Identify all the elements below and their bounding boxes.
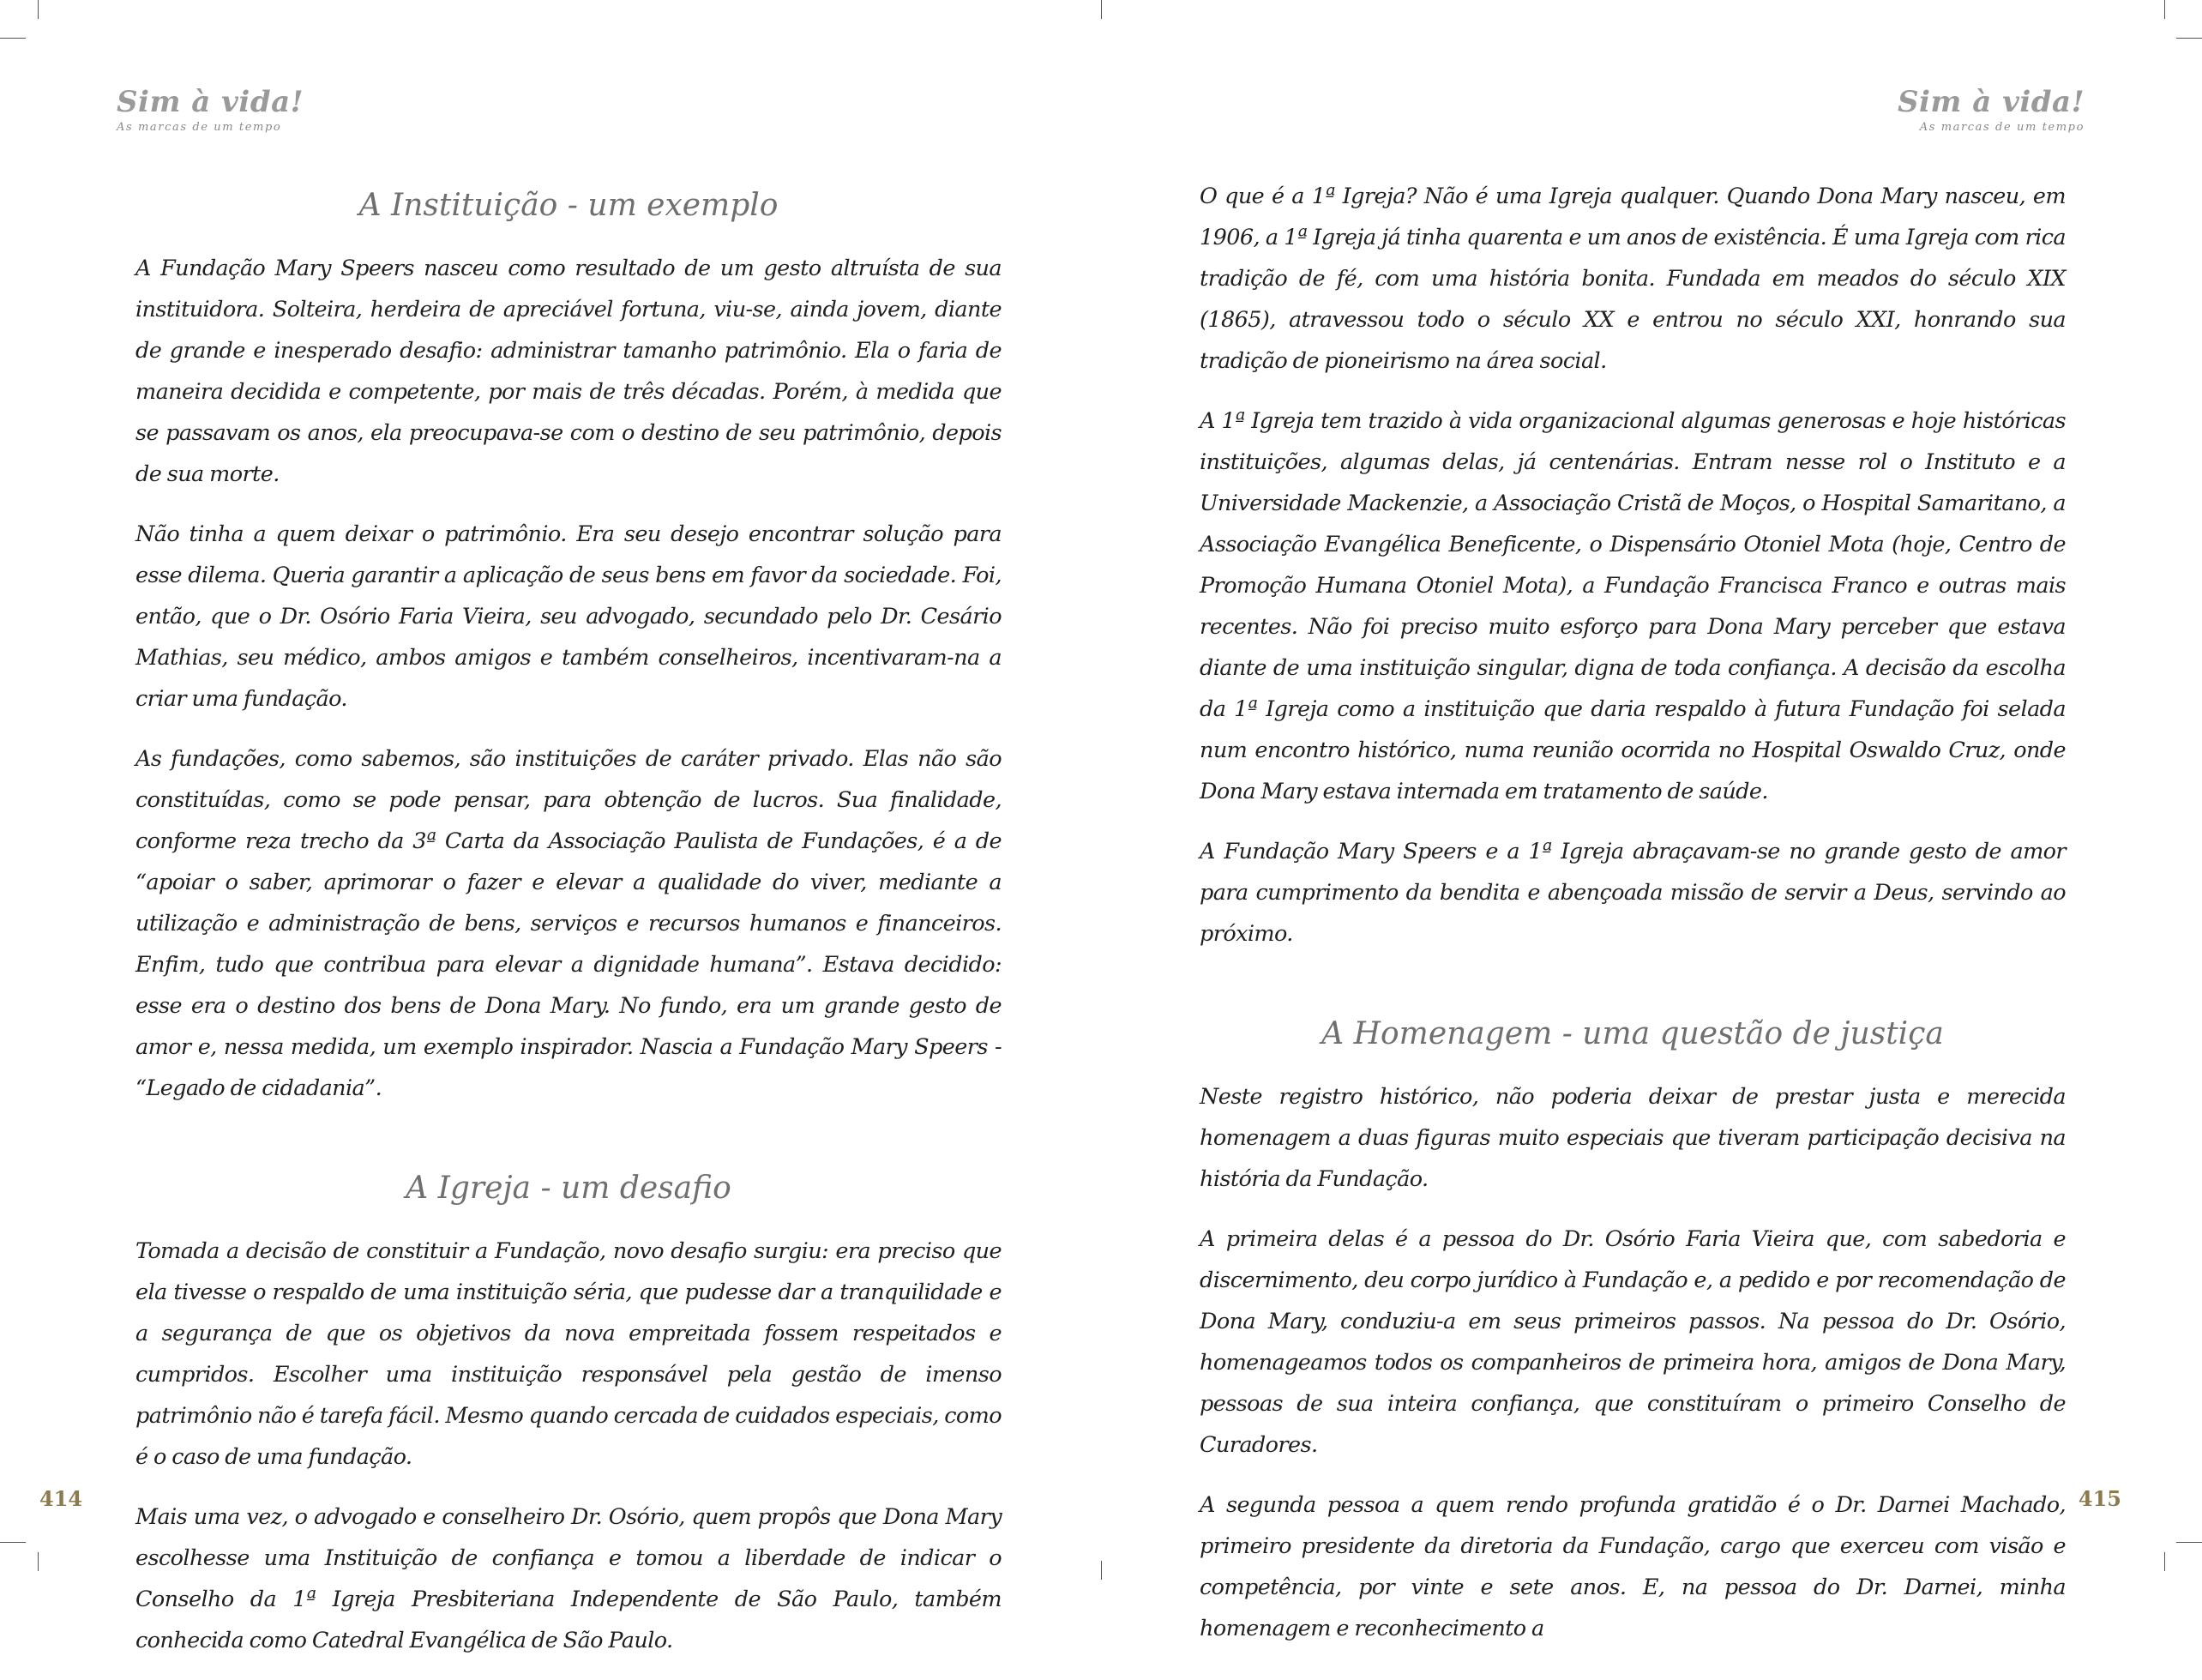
paragraph: As fundações, como sabemos, são instituições de caráter privado. Elas não são constituídas, como se pode pensar, para obtenção de lucros. Sua finalidade, conforme reza trecho da 3ª Carta da Associação Paulista de Fundações, é a de “apoiar o saber, aprimorar o fazer e elevar a qualidade do viver, mediante a utilização e administração de bens, serviços e recursos humanos e financeiros. Enfim, tudo que contribua para elevar a dignidade humana”. Estava decidido: esse era o destino dos bens de Dona Mary. No fundo, era um grande gesto de amor e, nessa medida, um exemplo inspirador. Nascia a Fundação Mary Speers - “Legado de cidadania”. <box>135 746 1002 1101</box>
section-title-instituicao: A Instituição - um exemplo <box>358 188 779 223</box>
running-head-subtitle: As marcas de um tempo <box>1919 121 2085 134</box>
left-page-content <box>135 176 1002 1680</box>
section-title-homenagem: A Homenagem - uma questão de justiça <box>1321 1016 1944 1051</box>
paragraph: Tomada a decisão de constituir a Fundação, novo desafio surgiu: era preciso que ela tivesse o respaldo de uma instituição séria, que pudesse dar a tranquilidade e a segurança de que os objetivos da nova empreitada fossem respeitados e cumpridos. Escolher uma instituição responsável pela gestão de imenso patrimônio não é tarefa fácil. Mesmo quando cercada de cuidados especiais, como é o caso de uma fundação. <box>135 1238 1002 1470</box>
paragraph: Mais uma vez, o advogado e conselheiro Dr. Osório, quem propôs que Dona Mary escolhesse uma Instituição de confiança e tomou a liberdade de indicar o Conselho da 1ª Igreja Presbiteriana Independente de São Paulo, também conhecida como Catedral Evangélica de São Paulo. <box>135 1504 1002 1653</box>
paragraph: O que é a 1ª Igreja? Não é uma Igreja qualquer. Quando Dona Mary nasceu, em 1906, a 1ª Igreja já tinha quarenta e um anos de existência. É uma Igreja com rica tradição de fé, com uma história bonita. Fundada em meados do século XIX (1865), atravessou todo o século XX e entrou no século XXI, honrando sua tradição de pioneirismo na área social. <box>1200 184 2066 374</box>
running-head-subtitle: As marcas de um tempo <box>117 121 282 134</box>
running-head-title: Sim à vida! <box>1897 85 2085 119</box>
running-head-title: Sim à vida! <box>117 85 304 119</box>
paragraph: A Fundação Mary Speers e a 1ª Igreja abraçavam-se no grande gesto de amor para cumprimento da bendita e abençoada missão de servir a Deus, servindo ao próximo. <box>1200 839 2066 947</box>
paragraph: Neste registro histórico, não poderia deixar de prestar justa e merecida homenagem a duas figuras muito especiais que tiveram participação decisiva na história da Fundação. <box>1200 1084 2066 1192</box>
running-head <box>117 87 304 133</box>
paragraph: A primeira delas é a pessoa do Dr. Osório Faria Vieira que, com sabedoria e discernimento, deu corpo jurídico à Fundação e, a pedido e por recomendação de Dona Mary, conduziu-a em seus primeiros passos. Na pessoa do Dr. Osório, homenageamos todos os companheiros de primeira hora, amigos de Dona Mary, pessoas de sua inteira confiança, que constituíram o primeiro Conselho de Curadores. <box>1200 1226 2066 1458</box>
right-page <box>1101 0 2202 1641</box>
running-head <box>1898 87 2085 133</box>
section-title-igreja: A Igreja - um desafio <box>406 1171 731 1206</box>
left-page <box>0 0 1101 1653</box>
page-number: 414 <box>39 1486 83 1511</box>
paragraph: A segunda pessoa a quem rendo profunda gratidão é o Dr. Darnei Machado, primeiro presidente da diretoria da Fundação, cargo que exerceu com visão e competência, por vinte e sete anos. E, na pessoa do Dr. Darnei, minha homenagem e reconhecimento a <box>1200 1492 2066 1641</box>
paragraph: Não tinha a quem deixar o patrimônio. Era seu desejo encontrar solução para esse dilema. Queria garantir a aplicação de seus bens em favor da sociedade. Foi, então, que o Dr. Osório Faria Vieira, seu advogado, secundado pelo Dr. Cesário Mathias, seu médico, ambos amigos e também conselheiros, incentivaram-na a criar uma fundação. <box>135 521 1002 712</box>
right-page-content <box>1200 176 2066 1668</box>
paragraph: A 1ª Igreja tem trazido à vida organizacional algumas generosas e hoje históricas instituições, algumas delas, já centenárias. Entram nesse rol o Instituto e a Universidade Mackenzie, a Associação Cristã de Moços, o Hospital Samaritano, a Associação Evangélica Beneficente, o Dispensário Otoniel Mota (hoje, Centro de Promoção Humana Otoniel Mota), a Fundação Francisca Franco e outras mais recentes. Não foi preciso muito esforço para Dona Mary perceber que estava diante de uma instituição singular, digna de toda confiança. A decisão da escolha da 1ª Igreja como a instituição que daria respaldo à futura Fundação foi selada num encontro histórico, numa reunião ocorrida no Hospital Oswaldo Cruz, onde Dona Mary estava internada em tratamento de saúde. <box>1200 408 2066 804</box>
paragraph: A Fundação Mary Speers nasceu como resultado de um gesto altruísta de sua instituidora. Solteira, herdeira de apreciável fortuna, viu-se, ainda jovem, diante de grande e inesperado desafio: administrar tamanho patrimônio. Ela o faria de maneira decidida e competente, por mais de três décadas. Porém, à medida que se passavam os anos, ela preocupava-se com o destino de seu patrimônio, depois de sua morte. <box>135 256 1002 487</box>
page-number: 415 <box>2078 1486 2121 1511</box>
